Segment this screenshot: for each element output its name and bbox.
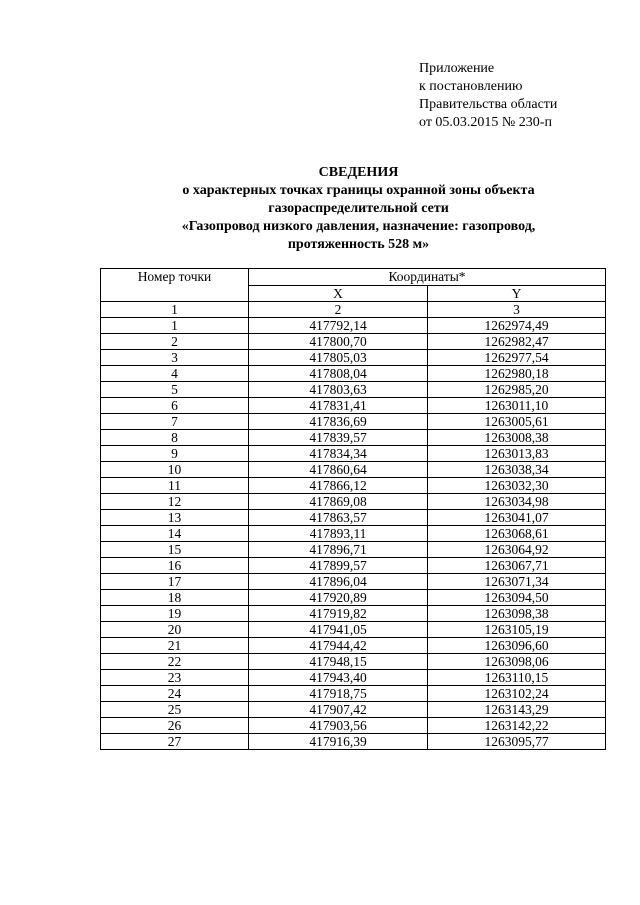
point-number-cell: 18 (101, 590, 249, 606)
point-number-cell: 6 (101, 398, 249, 414)
y-coordinate-cell: 1263094,50 (428, 590, 606, 606)
appendix-line: Приложение (419, 61, 495, 76)
column-index-cell: 1 (101, 302, 249, 318)
heading-line: газораспределительной сети (268, 201, 449, 216)
x-coordinate-cell: 417860,64 (249, 462, 428, 478)
table-row (101, 686, 606, 702)
point-number-cell: 12 (101, 494, 249, 510)
x-coordinate-cell: 417920,89 (249, 590, 428, 606)
x-coordinate-cell: 417907,42 (249, 702, 428, 718)
coordinates-table (100, 268, 606, 750)
x-coordinate-cell: 417918,75 (249, 686, 428, 702)
table-row (101, 542, 606, 558)
point-number-cell: 3 (101, 350, 249, 366)
point-number-cell: 4 (101, 366, 249, 382)
table-row (101, 462, 606, 478)
column-index-row (101, 302, 606, 318)
x-coordinate-cell: 417903,56 (249, 718, 428, 734)
y-coordinate-cell: 1262980,18 (428, 366, 606, 382)
table-row (101, 638, 606, 654)
x-coordinate-cell: 417869,08 (249, 494, 428, 510)
table-row (101, 430, 606, 446)
point-number-cell: 7 (101, 414, 249, 430)
x-coordinate-cell: 417944,42 (249, 638, 428, 654)
x-header: X (249, 286, 428, 302)
table-row (101, 510, 606, 526)
y-coordinate-cell: 1263064,92 (428, 542, 606, 558)
y-coordinate-cell: 1263038,34 (428, 462, 606, 478)
y-coordinate-cell: 1263013,83 (428, 446, 606, 462)
x-coordinate-cell: 417896,71 (249, 542, 428, 558)
point-number-cell: 10 (101, 462, 249, 478)
table-row (101, 606, 606, 622)
table-row (101, 558, 606, 574)
appendix-line: Правительства области (419, 97, 558, 112)
x-coordinate-cell: 417896,04 (249, 574, 428, 590)
x-coordinate-cell: 417831,41 (249, 398, 428, 414)
point-number-cell: 26 (101, 718, 249, 734)
table-row (101, 670, 606, 686)
table-row (101, 446, 606, 462)
x-coordinate-cell: 417803,63 (249, 382, 428, 398)
table-row (101, 654, 606, 670)
point-number-cell: 27 (101, 734, 249, 750)
y-coordinate-cell: 1263005,61 (428, 414, 606, 430)
table-row (101, 334, 606, 350)
y-header: Y (428, 286, 606, 302)
point-number-cell: 8 (101, 430, 249, 446)
y-coordinate-cell: 1263096,60 (428, 638, 606, 654)
table-row (101, 366, 606, 382)
x-coordinate-cell: 417943,40 (249, 670, 428, 686)
y-coordinate-cell: 1263105,19 (428, 622, 606, 638)
point-number-cell: 25 (101, 702, 249, 718)
x-coordinate-cell: 417948,15 (249, 654, 428, 670)
table-row (101, 702, 606, 718)
y-coordinate-cell: 1263068,61 (428, 526, 606, 542)
point-number-cell: 20 (101, 622, 249, 638)
y-coordinate-cell: 1263008,38 (428, 430, 606, 446)
appendix-line: к постановлению (419, 79, 523, 94)
table-row (101, 574, 606, 590)
table-header-row (101, 269, 606, 286)
point-number-cell: 14 (101, 526, 249, 542)
y-coordinate-cell: 1263143,29 (428, 702, 606, 718)
y-coordinate-cell: 1263142,22 (428, 718, 606, 734)
x-coordinate-cell: 417919,82 (249, 606, 428, 622)
x-coordinate-cell: 417805,03 (249, 350, 428, 366)
x-coordinate-cell: 417899,57 (249, 558, 428, 574)
x-coordinate-cell: 417941,05 (249, 622, 428, 638)
point-number-cell: 15 (101, 542, 249, 558)
point-number-cell: 21 (101, 638, 249, 654)
point-number-cell: 19 (101, 606, 249, 622)
point-number-cell: 17 (101, 574, 249, 590)
y-coordinate-cell: 1263110,15 (428, 670, 606, 686)
point-number-cell: 2 (101, 334, 249, 350)
table-row (101, 478, 606, 494)
point-number-cell: 1 (101, 318, 249, 334)
x-coordinate-cell: 417916,39 (249, 734, 428, 750)
table-row (101, 734, 606, 750)
table-row (101, 718, 606, 734)
point-number-cell: 13 (101, 510, 249, 526)
x-coordinate-cell: 417866,12 (249, 478, 428, 494)
y-coordinate-cell: 1263098,38 (428, 606, 606, 622)
y-coordinate-cell: 1263102,24 (428, 686, 606, 702)
x-coordinate-cell: 417808,04 (249, 366, 428, 382)
table-row (101, 414, 606, 430)
point-number-cell: 24 (101, 686, 249, 702)
point-number-cell: 5 (101, 382, 249, 398)
y-coordinate-cell: 1263071,34 (428, 574, 606, 590)
y-coordinate-cell: 1263011,10 (428, 398, 606, 414)
appendix-block (419, 60, 557, 132)
y-coordinate-cell: 1263098,06 (428, 654, 606, 670)
x-coordinate-cell: 417800,70 (249, 334, 428, 350)
heading-line: «Газопровод низкого давления, назначение: газопровод, (181, 219, 536, 234)
coordinates-header: Координаты* (249, 269, 606, 286)
x-coordinate-cell: 417836,69 (249, 414, 428, 430)
table-row (101, 350, 606, 366)
y-coordinate-cell: 1262977,54 (428, 350, 606, 366)
x-coordinate-cell: 417863,57 (249, 510, 428, 526)
table-row (101, 398, 606, 414)
column-index-cell: 2 (249, 302, 428, 318)
y-coordinate-cell: 1263032,30 (428, 478, 606, 494)
x-coordinate-cell: 417893,11 (249, 526, 428, 542)
table-row (101, 590, 606, 606)
point-number-cell: 11 (101, 478, 249, 494)
x-coordinate-cell: 417839,57 (249, 430, 428, 446)
table-row (101, 494, 606, 510)
point-number-cell: 16 (101, 558, 249, 574)
y-coordinate-cell: 1262982,47 (428, 334, 606, 350)
column-index-cell: 3 (428, 302, 606, 318)
point-number-header: Номер точки (101, 269, 249, 302)
y-coordinate-cell: 1263067,71 (428, 558, 606, 574)
y-coordinate-cell: 1263034,98 (428, 494, 606, 510)
x-coordinate-cell: 417792,14 (249, 318, 428, 334)
y-coordinate-cell: 1262985,20 (428, 382, 606, 398)
table-row (101, 622, 606, 638)
y-coordinate-cell: 1262974,49 (428, 318, 606, 334)
x-coordinate-cell: 417834,34 (249, 446, 428, 462)
point-number-cell: 22 (101, 654, 249, 670)
document-heading (100, 164, 617, 254)
document-title: СВЕДЕНИЯ (318, 165, 399, 180)
y-coordinate-cell: 1263041,07 (428, 510, 606, 526)
heading-line: протяженность 528 м» (287, 237, 430, 252)
heading-line: о характерных точках границы охранной зоны объекта (182, 183, 535, 198)
point-number-cell: 9 (101, 446, 249, 462)
appendix-line: от 05.03.2015 № 230-п (419, 115, 552, 130)
point-number-cell: 23 (101, 670, 249, 686)
y-coordinate-cell: 1263095,77 (428, 734, 606, 750)
table-row (101, 382, 606, 398)
table-row (101, 318, 606, 334)
table-row (101, 526, 606, 542)
